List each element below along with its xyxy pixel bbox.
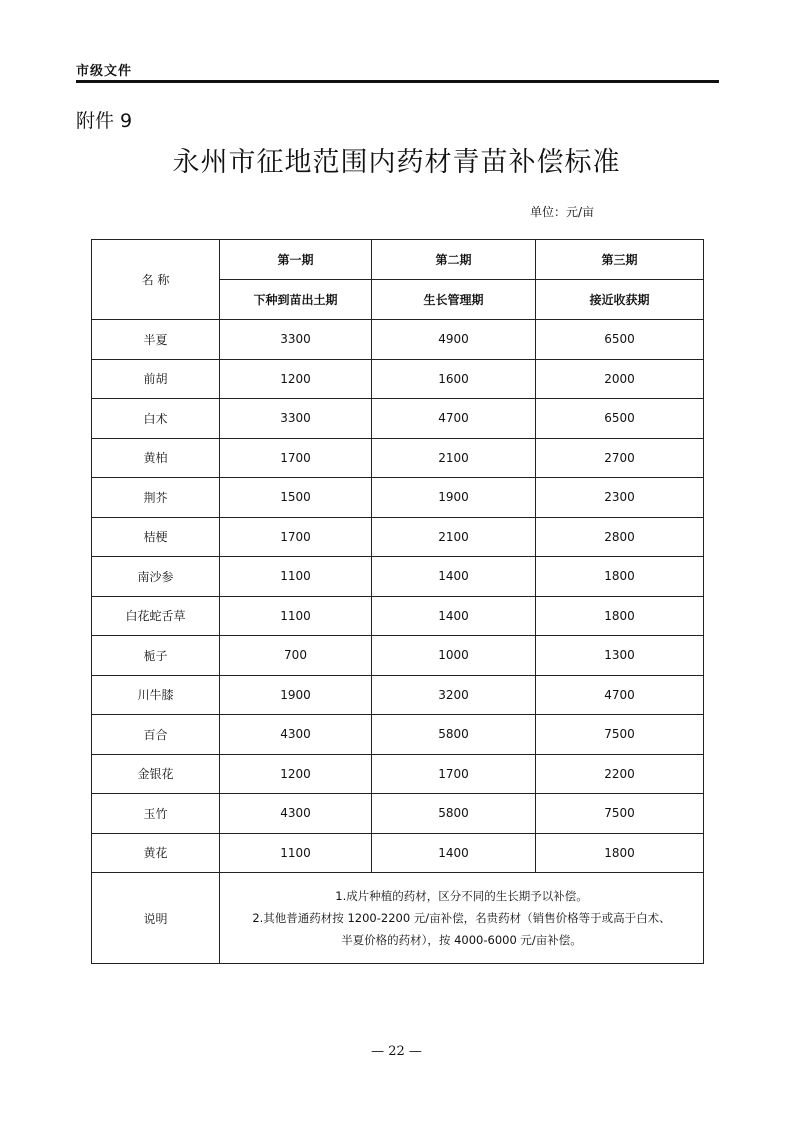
table-row xyxy=(92,833,704,873)
stage-3-header: 接近收获期 xyxy=(536,280,704,320)
attachment-label: 附件 9 xyxy=(76,110,133,132)
period-3-value: 1300 xyxy=(536,636,704,676)
table-row xyxy=(92,675,704,715)
header-rule xyxy=(76,80,719,83)
period-1-value: 1200 xyxy=(220,754,372,794)
period-3-value: 1800 xyxy=(536,833,704,873)
table-row xyxy=(92,478,704,518)
period-1-value: 1500 xyxy=(220,478,372,518)
period-1-value: 1100 xyxy=(220,557,372,597)
notes-label: 说明 xyxy=(92,873,220,964)
period-1-value: 4300 xyxy=(220,715,372,755)
period-1-value: 3300 xyxy=(220,399,372,439)
period-1-value: 1700 xyxy=(220,517,372,557)
herb-name-cell: 黄花 xyxy=(92,833,220,873)
period-1-value: 1900 xyxy=(220,675,372,715)
document-header-label: 市级文件 xyxy=(76,64,133,79)
period-1-value: 4300 xyxy=(220,794,372,834)
period-2-value: 1400 xyxy=(372,596,536,636)
period-1-value: 1700 xyxy=(220,438,372,478)
period-1-value: 700 xyxy=(220,636,372,676)
herb-name-cell: 半夏 xyxy=(92,320,220,360)
table-row xyxy=(92,636,704,676)
period-3-value: 2800 xyxy=(536,517,704,557)
notes-row xyxy=(92,873,704,964)
herb-name-cell: 玉竹 xyxy=(92,794,220,834)
period-3-value: 2300 xyxy=(536,478,704,518)
period-2-value: 4900 xyxy=(372,320,536,360)
table-row xyxy=(92,438,704,478)
herb-name-cell: 川牛膝 xyxy=(92,675,220,715)
herb-name-cell: 桔梗 xyxy=(92,517,220,557)
table-row xyxy=(92,754,704,794)
period-3-value: 6500 xyxy=(536,320,704,360)
period-2-value: 5800 xyxy=(372,715,536,755)
period-2-value: 5800 xyxy=(372,794,536,834)
period-3-value: 2700 xyxy=(536,438,704,478)
note-line: 1.成片种植的药材，区分不同的生长期予以补偿。 xyxy=(335,889,588,903)
herb-name-cell: 百合 xyxy=(92,715,220,755)
period-1-value: 1200 xyxy=(220,359,372,399)
period-1-value: 1100 xyxy=(220,596,372,636)
period-2-value: 3200 xyxy=(372,675,536,715)
period-2-value: 2100 xyxy=(372,517,536,557)
period-1-header: 第一期 xyxy=(220,240,372,280)
period-2-value: 4700 xyxy=(372,399,536,439)
notes-text xyxy=(220,873,704,964)
period-3-value: 6500 xyxy=(536,399,704,439)
herb-name-cell: 荆芥 xyxy=(92,478,220,518)
period-3-value: 2200 xyxy=(536,754,704,794)
table-row xyxy=(92,359,704,399)
herb-name-cell: 前胡 xyxy=(92,359,220,399)
period-3-header: 第三期 xyxy=(536,240,704,280)
page-number: — 22 — xyxy=(371,1044,422,1059)
table-row xyxy=(92,794,704,834)
unit-label: 单位：元/亩 xyxy=(530,205,595,219)
period-2-value: 1600 xyxy=(372,359,536,399)
table-row xyxy=(92,715,704,755)
stage-2-header: 生长管理期 xyxy=(372,280,536,320)
table-row xyxy=(92,596,704,636)
table-row xyxy=(92,399,704,439)
period-3-value: 7500 xyxy=(536,715,704,755)
period-2-value: 1400 xyxy=(372,833,536,873)
herb-name-cell: 南沙参 xyxy=(92,557,220,597)
herb-name-cell: 金银花 xyxy=(92,754,220,794)
period-1-value: 1100 xyxy=(220,833,372,873)
herb-name-cell: 黄柏 xyxy=(92,438,220,478)
note-line: 半夏价格的药材），按 4000-6000 元/亩补偿。 xyxy=(341,933,582,947)
period-2-header: 第二期 xyxy=(372,240,536,280)
table-row xyxy=(92,320,704,360)
note-line: 2.其他普通药材按 1200-2200 元/亩补偿，名贵药材（销售价格等于或高于白术、 xyxy=(252,911,671,925)
period-2-value: 1400 xyxy=(372,557,536,597)
period-2-value: 2100 xyxy=(372,438,536,478)
stage-1-header: 下种到苗出土期 xyxy=(220,280,372,320)
page-title: 永州市征地范围内药材青苗补偿标准 xyxy=(172,147,621,178)
period-3-value: 7500 xyxy=(536,794,704,834)
period-2-value: 1900 xyxy=(372,478,536,518)
compensation-table xyxy=(91,239,704,964)
herb-name-cell: 白花蛇舌草 xyxy=(92,596,220,636)
period-2-value: 1000 xyxy=(372,636,536,676)
period-3-value: 1800 xyxy=(536,596,704,636)
herb-name-cell: 白术 xyxy=(92,399,220,439)
herb-name-cell: 栀子 xyxy=(92,636,220,676)
table-header-row xyxy=(92,240,704,280)
name-column-header: 名 称 xyxy=(92,240,220,320)
period-3-value: 2000 xyxy=(536,359,704,399)
table-row xyxy=(92,517,704,557)
table-row xyxy=(92,557,704,597)
period-3-value: 4700 xyxy=(536,675,704,715)
period-3-value: 1800 xyxy=(536,557,704,597)
period-1-value: 3300 xyxy=(220,320,372,360)
period-2-value: 1700 xyxy=(372,754,536,794)
